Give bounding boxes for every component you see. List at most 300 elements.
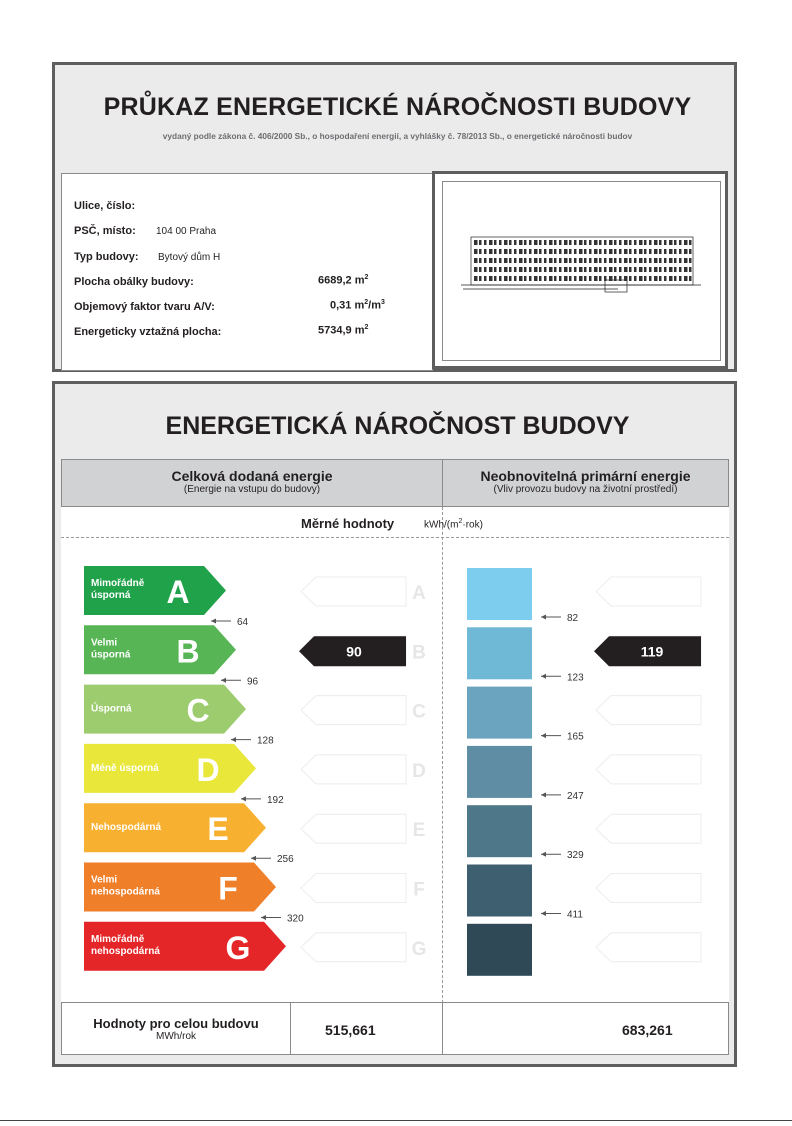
left-ghost-arrow xyxy=(301,696,406,725)
envelope-label: Plocha obálky budovy: xyxy=(74,276,194,288)
window-mark xyxy=(544,249,547,254)
window-mark xyxy=(479,267,482,272)
window-mark xyxy=(659,276,662,281)
window-mark xyxy=(604,258,607,263)
window-mark xyxy=(659,267,662,272)
rating-scale xyxy=(61,507,729,1003)
left-threshold-value: 128 xyxy=(257,735,274,747)
primary-class-bar-c xyxy=(467,687,532,739)
window-mark xyxy=(589,240,592,245)
left-ghost-letter: A xyxy=(412,583,426,604)
window-mark xyxy=(524,267,527,272)
window-mark xyxy=(524,240,527,245)
window-mark xyxy=(504,240,508,245)
window-mark xyxy=(689,267,692,272)
window-mark xyxy=(664,267,667,272)
right-ghost-arrow xyxy=(596,577,701,606)
window-mark xyxy=(634,249,637,254)
building-photo xyxy=(442,181,721,361)
threshold-arrowhead xyxy=(251,856,256,861)
window-mark xyxy=(624,276,628,281)
primary-energy-rating-value: 119 xyxy=(640,643,664,660)
threshold-arrowhead xyxy=(541,911,546,916)
window-mark xyxy=(494,258,497,263)
window-mark xyxy=(604,240,607,245)
building-photo-frame xyxy=(432,171,728,369)
delivered-energy-subtitle: (Energie na vstupu do budovy) xyxy=(183,484,321,495)
threshold-arrowhead xyxy=(211,619,216,624)
window-mark xyxy=(679,276,682,281)
window-mark xyxy=(594,276,598,281)
class-label-f: Velmi xyxy=(91,874,118,886)
window-mark xyxy=(609,267,613,272)
window-mark xyxy=(559,258,562,263)
window-mark xyxy=(689,249,692,254)
window-mark xyxy=(539,258,542,263)
primary-class-bar-a xyxy=(467,568,532,620)
left-ghost-letter: E xyxy=(412,820,426,842)
window-mark xyxy=(614,258,617,263)
performance-title: ENERGETICKÁ NÁROČNOST BUDOVY xyxy=(165,412,630,440)
window-mark xyxy=(649,276,652,281)
page-bottom-rule xyxy=(0,1120,792,1121)
window-mark xyxy=(554,258,557,263)
window-mark xyxy=(629,240,632,245)
window-mark xyxy=(664,258,667,263)
window-mark xyxy=(594,258,598,263)
window-mark xyxy=(519,276,523,281)
window-mark xyxy=(644,249,647,254)
window-mark xyxy=(534,258,538,263)
window-mark xyxy=(669,249,673,254)
window-mark xyxy=(679,267,682,272)
left-threshold-value: 192 xyxy=(267,794,284,806)
left-ghost-arrow xyxy=(301,933,406,962)
right-threshold-value: 123 xyxy=(567,672,584,684)
class-letter-a: A xyxy=(166,574,190,610)
threshold-arrowhead xyxy=(541,852,546,857)
left-threshold-value: 96 xyxy=(247,676,259,688)
primary-class-bar-f xyxy=(467,865,532,917)
window-mark xyxy=(644,258,647,263)
left-ghost-letter: D xyxy=(412,760,426,782)
psc-value: 104 00 Praha xyxy=(156,226,217,237)
window-mark xyxy=(529,258,532,263)
window-mark xyxy=(489,276,493,281)
av-value: 0,31 $m^2/m^3$ xyxy=(330,299,385,312)
window-mark xyxy=(489,267,493,272)
window-mark xyxy=(649,267,652,272)
window-mark xyxy=(584,267,587,272)
window-mark xyxy=(624,249,628,254)
window-mark xyxy=(529,240,532,245)
class-label2-a: úsporná xyxy=(91,590,131,601)
window-mark xyxy=(484,267,487,272)
window-mark xyxy=(674,249,677,254)
window-mark xyxy=(669,267,673,272)
primary-class-bar-e xyxy=(467,805,532,857)
window-mark xyxy=(534,276,538,281)
window-mark xyxy=(644,240,647,245)
window-mark xyxy=(499,276,502,281)
window-mark xyxy=(624,240,628,245)
class-label-b: Velmi xyxy=(91,637,118,649)
class-label2-b: úsporná xyxy=(91,649,131,661)
window-mark xyxy=(634,267,637,272)
threshold-arrowhead xyxy=(541,674,546,679)
right-ghost-arrow xyxy=(596,755,701,784)
threshold-arrowhead xyxy=(241,796,246,801)
window-mark xyxy=(659,249,662,254)
window-mark xyxy=(549,240,553,245)
window-mark xyxy=(634,258,637,263)
window-mark xyxy=(579,240,583,245)
window-mark xyxy=(514,240,517,245)
window-mark xyxy=(684,276,688,281)
window-mark xyxy=(649,258,652,263)
window-mark xyxy=(564,258,568,263)
right-ghost-arrow xyxy=(596,933,701,962)
window-mark xyxy=(679,258,682,263)
window-mark xyxy=(499,240,502,245)
window-mark xyxy=(599,240,602,245)
left-ghost-letter: F xyxy=(413,879,425,901)
street-label: Ulice, číslo: xyxy=(74,200,136,212)
window-mark xyxy=(659,240,662,245)
footer-right-value: 683,261 xyxy=(622,1022,673,1038)
window-mark xyxy=(609,276,613,281)
window-mark xyxy=(619,267,622,272)
window-mark xyxy=(549,276,553,281)
window-mark xyxy=(629,276,632,281)
class-label-e: Nehospodárná xyxy=(91,822,162,834)
window-mark xyxy=(509,240,512,245)
window-mark xyxy=(594,249,598,254)
class-letter-f: F xyxy=(218,870,238,907)
window-mark xyxy=(619,258,622,263)
class-label2-f: nehospodárná xyxy=(91,886,160,898)
window-mark xyxy=(559,249,562,254)
window-mark xyxy=(574,240,577,245)
window-mark xyxy=(479,240,482,245)
footer-unit: MWh/rok xyxy=(156,1031,196,1042)
window-mark xyxy=(504,258,508,263)
class-label2-g: nehospodárná xyxy=(91,945,160,957)
window-mark xyxy=(544,276,547,281)
window-mark xyxy=(599,267,602,272)
window-mark xyxy=(654,240,658,245)
window-mark xyxy=(509,249,512,254)
window-mark xyxy=(599,258,602,263)
window-mark xyxy=(674,240,677,245)
window-mark xyxy=(684,249,688,254)
footer-label: Hodnoty pro celou budovu xyxy=(93,1016,259,1031)
window-mark xyxy=(569,249,572,254)
window-mark xyxy=(474,240,478,245)
window-mark xyxy=(559,276,562,281)
window-mark xyxy=(584,276,587,281)
window-mark xyxy=(509,267,512,272)
left-threshold-value: 64 xyxy=(237,617,249,628)
window-mark xyxy=(479,258,482,263)
window-mark xyxy=(514,267,517,272)
window-mark xyxy=(604,249,607,254)
specific-values-label: Měrné hodnoty xyxy=(301,516,395,531)
window-mark xyxy=(584,258,587,263)
window-mark xyxy=(494,240,497,245)
window-mark xyxy=(519,267,523,272)
window-mark xyxy=(544,258,547,263)
window-mark xyxy=(564,267,568,272)
window-mark xyxy=(514,249,517,254)
window-mark xyxy=(569,258,572,263)
primary-class-bar-g xyxy=(467,924,532,976)
window-mark xyxy=(684,240,688,245)
left-ghost-arrow xyxy=(301,577,406,606)
window-mark xyxy=(644,276,647,281)
window-mark xyxy=(649,249,652,254)
window-mark xyxy=(499,258,502,263)
unit-label: kWh/$(m^2\cdot rok)$ xyxy=(424,518,483,531)
window-mark xyxy=(569,276,572,281)
window-mark xyxy=(599,276,602,281)
right-threshold-value: 411 xyxy=(567,909,583,921)
certificate-subtitle: vydaný podle zákona č. 406/2000 Sb., o hospodaření energií, a vyhlášky č. 78/2013 Sb., o energetické náročnosti budov xyxy=(162,131,633,141)
window-mark xyxy=(679,249,682,254)
window-mark xyxy=(549,267,553,272)
window-mark xyxy=(669,258,673,263)
class-label-c: Úsporná xyxy=(91,703,132,715)
window-mark xyxy=(639,258,643,263)
window-mark xyxy=(519,240,523,245)
window-mark xyxy=(509,276,512,281)
window-mark xyxy=(539,276,542,281)
window-mark xyxy=(494,276,497,281)
window-mark xyxy=(584,249,587,254)
threshold-arrowhead xyxy=(231,737,236,742)
window-mark xyxy=(679,240,682,245)
window-mark xyxy=(549,258,553,263)
window-mark xyxy=(569,267,572,272)
window-mark xyxy=(619,240,622,245)
class-letter-c: C xyxy=(186,692,210,729)
delivered-energy-header xyxy=(61,459,443,507)
window-mark xyxy=(539,240,542,245)
window-mark xyxy=(499,249,502,254)
threshold-arrowhead xyxy=(541,733,546,738)
window-mark xyxy=(639,249,643,254)
window-mark xyxy=(654,258,658,263)
building-info-panel xyxy=(52,62,737,372)
window-mark xyxy=(589,267,592,272)
window-mark xyxy=(594,267,598,272)
right-threshold-value: 82 xyxy=(567,613,579,624)
window-mark xyxy=(609,258,613,263)
window-mark xyxy=(674,258,677,263)
window-mark xyxy=(559,240,562,245)
window-mark xyxy=(519,258,523,263)
window-mark xyxy=(524,276,527,281)
window-mark xyxy=(504,249,508,254)
right-ghost-arrow xyxy=(596,696,701,725)
window-mark xyxy=(549,249,553,254)
delivered-energy-rating-value: 90 xyxy=(346,643,362,660)
window-mark xyxy=(594,240,598,245)
class-letter-g: G xyxy=(225,929,251,966)
class-letter-b: B xyxy=(176,633,200,670)
window-mark xyxy=(629,258,632,263)
window-mark xyxy=(619,249,622,254)
window-mark xyxy=(684,258,688,263)
window-mark xyxy=(624,258,628,263)
right-threshold-value: 165 xyxy=(567,731,584,743)
left-ghost-letter: B xyxy=(412,642,426,664)
window-mark xyxy=(689,276,692,281)
window-mark xyxy=(629,249,632,254)
window-mark xyxy=(554,249,557,254)
window-mark xyxy=(489,240,493,245)
window-mark xyxy=(504,267,508,272)
primary-class-bar-b xyxy=(467,627,532,679)
window-mark xyxy=(614,276,617,281)
window-mark xyxy=(579,267,583,272)
window-mark xyxy=(589,249,592,254)
window-mark xyxy=(524,249,527,254)
window-mark xyxy=(524,258,527,263)
window-mark xyxy=(529,276,532,281)
window-mark xyxy=(639,240,643,245)
primary-energy-header xyxy=(442,459,729,507)
window-mark xyxy=(544,267,547,272)
window-mark xyxy=(669,276,673,281)
footer-left-value: 515,661 xyxy=(325,1022,376,1038)
window-mark xyxy=(669,240,673,245)
window-mark xyxy=(499,267,502,272)
window-mark xyxy=(674,267,677,272)
rating-scale-area xyxy=(61,507,729,1003)
window-mark xyxy=(519,249,523,254)
window-mark xyxy=(654,249,658,254)
window-mark xyxy=(489,258,493,263)
class-label-d: Méně úsporná xyxy=(91,762,159,774)
envelope-value: 6689,2 $m^2$ xyxy=(318,274,369,287)
footer-label-cell xyxy=(61,1002,291,1055)
window-mark xyxy=(589,276,592,281)
window-mark xyxy=(649,240,652,245)
window-mark xyxy=(514,276,517,281)
window-mark xyxy=(554,240,557,245)
window-mark xyxy=(639,276,643,281)
window-mark xyxy=(489,249,493,254)
window-mark xyxy=(564,240,568,245)
window-mark xyxy=(604,267,607,272)
window-mark xyxy=(474,258,478,263)
window-mark xyxy=(514,258,517,263)
right-threshold-value: 247 xyxy=(567,790,584,802)
left-threshold-value: 256 xyxy=(277,854,294,866)
right-ghost-arrow xyxy=(596,814,701,843)
threshold-arrowhead xyxy=(261,915,266,920)
window-mark xyxy=(609,249,613,254)
class-letter-e: E xyxy=(207,811,229,848)
certificate-title: PRŮKAZ ENERGETICKÉ NÁROČNOSTI BUDOVY xyxy=(103,93,692,121)
window-mark xyxy=(544,240,547,245)
window-mark xyxy=(634,276,637,281)
left-ghost-letter: C xyxy=(412,701,426,723)
window-mark xyxy=(684,267,688,272)
window-mark xyxy=(579,258,583,263)
delivered-energy-title: Celková dodaná energie xyxy=(171,468,333,484)
class-label-a: Mimořádně xyxy=(91,578,145,589)
window-mark xyxy=(614,240,617,245)
window-mark xyxy=(539,267,542,272)
area-value: 5734,9 $m^2$ xyxy=(318,324,369,337)
av-label: Objemový faktor tvaru A/V: xyxy=(74,301,215,313)
left-ghost-arrow xyxy=(301,755,406,784)
window-mark xyxy=(504,276,508,281)
window-mark xyxy=(614,267,617,272)
window-mark xyxy=(534,267,538,272)
window-mark xyxy=(574,276,577,281)
window-mark xyxy=(609,240,613,245)
threshold-arrowhead xyxy=(221,678,226,683)
window-mark xyxy=(664,249,667,254)
window-mark xyxy=(474,249,478,254)
window-mark xyxy=(554,267,557,272)
type-value: Bytový dům H xyxy=(158,252,221,263)
primary-energy-title: Neobnovitelná primární energie xyxy=(480,468,691,484)
window-mark xyxy=(639,267,643,272)
type-label: Typ budovy: xyxy=(74,251,139,263)
window-mark xyxy=(574,249,577,254)
window-mark xyxy=(584,240,587,245)
right-ghost-arrow xyxy=(596,874,701,903)
window-mark xyxy=(654,276,658,281)
window-mark xyxy=(579,249,583,254)
window-mark xyxy=(664,276,667,281)
window-mark xyxy=(674,276,677,281)
window-mark xyxy=(634,240,637,245)
window-mark xyxy=(494,267,497,272)
window-mark xyxy=(474,276,478,281)
window-mark xyxy=(589,258,592,263)
window-mark xyxy=(689,240,692,245)
window-mark xyxy=(529,249,532,254)
threshold-arrowhead xyxy=(541,792,546,797)
window-mark xyxy=(629,267,632,272)
window-mark xyxy=(479,249,482,254)
window-mark xyxy=(579,276,583,281)
window-mark xyxy=(529,267,532,272)
window-mark xyxy=(484,249,487,254)
threshold-arrowhead xyxy=(541,615,546,620)
energy-performance-panel xyxy=(52,381,737,1067)
building-details xyxy=(61,173,433,371)
window-mark xyxy=(564,249,568,254)
window-mark xyxy=(484,240,487,245)
window-mark xyxy=(484,276,487,281)
window-mark xyxy=(534,249,538,254)
window-mark xyxy=(554,276,557,281)
window-mark xyxy=(479,276,482,281)
window-mark xyxy=(534,240,538,245)
window-mark xyxy=(614,249,617,254)
window-mark xyxy=(599,249,602,254)
window-mark xyxy=(474,267,478,272)
left-ghost-arrow xyxy=(301,874,406,903)
window-mark xyxy=(574,267,577,272)
window-mark xyxy=(559,267,562,272)
